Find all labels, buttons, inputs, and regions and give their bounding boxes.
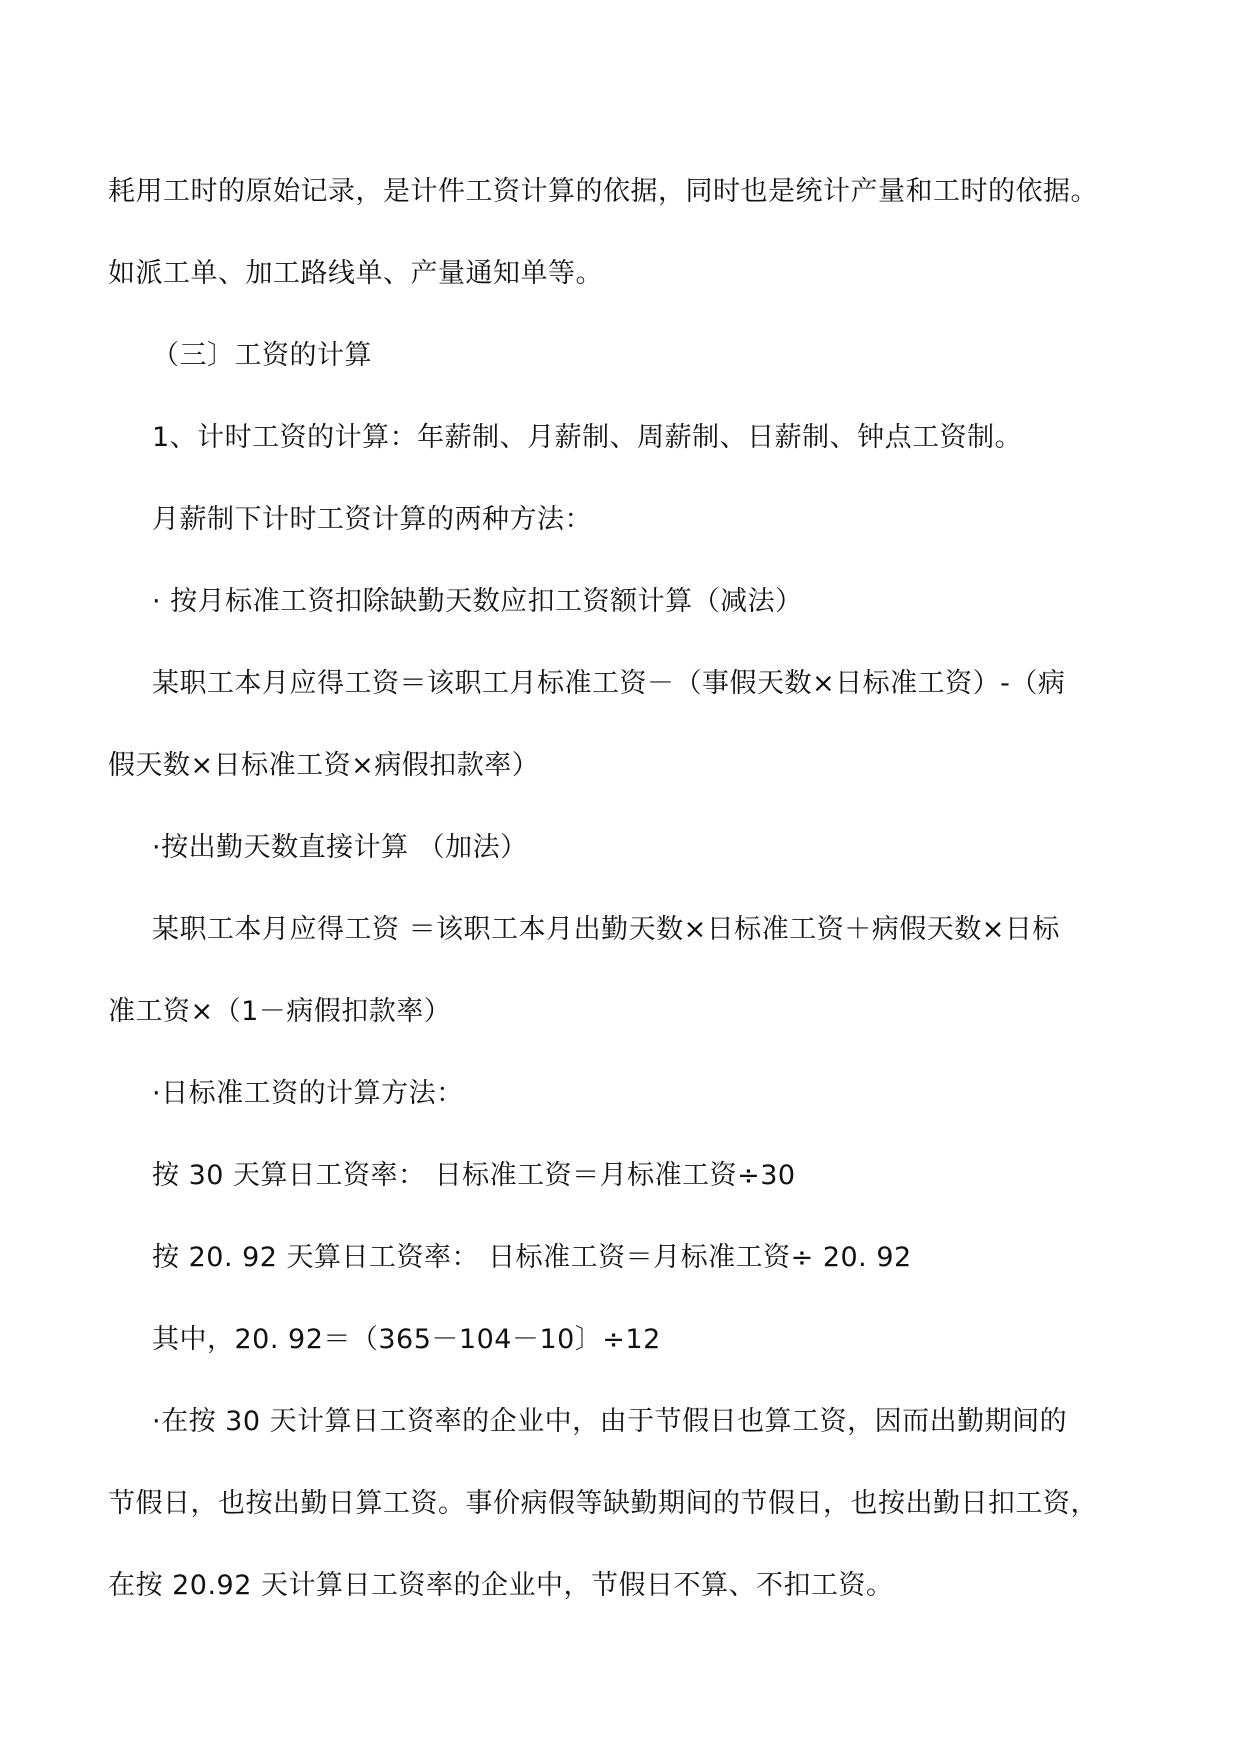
bullet-item-4-line-1: ·在按 30 天计算日工资率的企业中，由于节假日也算工资，因而出勤期间的 [152, 1406, 1068, 1437]
bullet-item-4-line-2: 节假日，也按出勤日算工资。事价病假等缺勤期间的节假日，也按出勤日扣工资， [108, 1488, 1098, 1519]
text-line-2: 如派工单、加工路线单、产量通知单等。 [108, 258, 603, 289]
formula-add-line-2: 准工资×（1－病假扣款率） [108, 996, 452, 1027]
text-line-4: 1、计时工资的计算：年薪制、月薪制、周薪制、日薪制、钟点工资制。 [152, 422, 1023, 453]
formula-add-line-1: 某职工本月应得工资 ＝该职工本月出勤天数×日标准工资＋病假天数×日标 [152, 914, 1060, 945]
bullet-item-1: · 按月标准工资扣除缺勤天数应扣工资额计算（减法） [152, 586, 803, 617]
text-line-1: 耗用工时的原始记录，是计件工资计算的依据，同时也是统计产量和工时的依据。 [108, 176, 1098, 207]
formula-20-92-days: 按 20. 92 天算日工资率： 日标准工资＝月标准工资÷ 20. 92 [152, 1242, 912, 1273]
formula-subtract-line-1: 某职工本月应得工资＝该职工月标准工资－（事假天数×日标准工资）-（病 [152, 668, 1066, 699]
formula-20-92-derivation: 其中，20. 92＝（365－104－10〕÷12 [152, 1324, 661, 1355]
text-line-5: 月薪制下计时工资计算的两种方法： [152, 504, 592, 535]
section-heading: （三〕工资的计算 [152, 340, 372, 371]
formula-30-days: 按 30 天算日工资率： 日标准工资＝月标准工资÷30 [152, 1160, 796, 1191]
bullet-item-3: ·日标准工资的计算方法： [152, 1078, 464, 1109]
bullet-item-2: ·按出勤天数直接计算 （加法） [152, 832, 528, 863]
formula-subtract-line-2: 假天数×日标准工资×病假扣款率） [108, 750, 540, 781]
bullet-item-4-line-3: 在按 20.92 天计算日工资率的企业中，节假日不算、不扣工资。 [108, 1570, 894, 1601]
